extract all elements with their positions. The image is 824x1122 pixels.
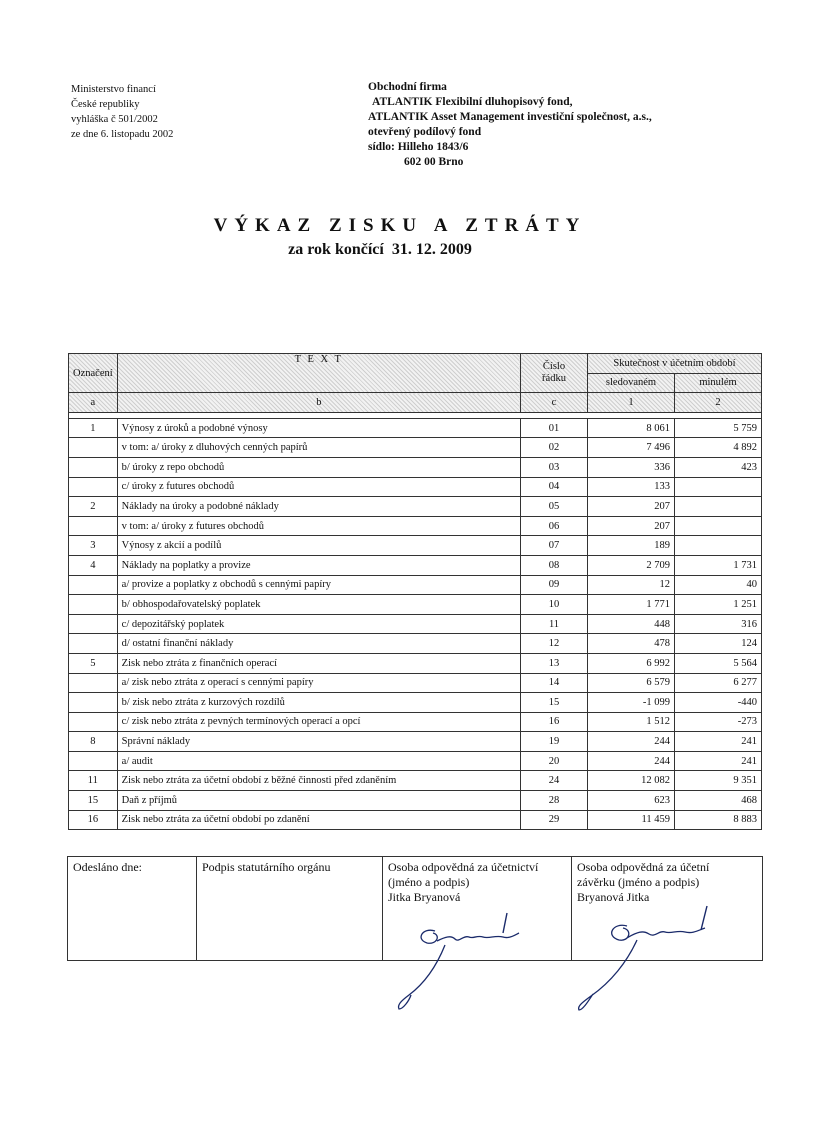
row-number: 20 [521, 751, 588, 771]
company-line: ATLANTIK Flexibilní dluhopisový fond, [372, 96, 573, 108]
row-text: Výnosy z akcií a podílů [117, 536, 520, 556]
row-value-current: -1 099 [588, 693, 675, 713]
row-value-previous [675, 516, 762, 536]
row-value-previous [675, 536, 762, 556]
header-text: T E X T [117, 354, 520, 393]
row-number: 15 [521, 693, 588, 713]
table-row [69, 457, 762, 477]
company-line: Obchodní firma [368, 81, 447, 93]
table-row [69, 575, 762, 595]
report-title: VÝKAZ ZISKU A ZTRÁTY [213, 215, 587, 236]
row-text: c/ úroky z futures obchodů [117, 477, 520, 497]
row-number: 05 [521, 497, 588, 517]
row-number: 07 [521, 536, 588, 556]
table-row [69, 810, 762, 830]
table-row [69, 673, 762, 693]
row-text: b/ obhospodařovatelský poplatek [117, 595, 520, 615]
ministry-line: České republiky [71, 99, 140, 110]
row-mark: 8 [69, 732, 118, 752]
row-text: c/ zisk nebo ztráta z pevných termínových operací a opcí [117, 712, 520, 732]
company-header [368, 80, 652, 170]
row-number: 03 [521, 457, 588, 477]
table-row [69, 516, 762, 536]
row-mark: 3 [69, 536, 118, 556]
row-mark: 16 [69, 810, 118, 830]
row-number: 06 [521, 516, 588, 536]
row-number: 11 [521, 614, 588, 634]
table-row [69, 555, 762, 575]
row-value-previous: 124 [675, 634, 762, 654]
table-row [69, 477, 762, 497]
row-mark [69, 457, 118, 477]
row-number: 16 [521, 712, 588, 732]
row-value-previous [675, 477, 762, 497]
table-body [69, 412, 762, 829]
row-value-current: 6 579 [588, 673, 675, 693]
report-title-block [0, 215, 760, 259]
row-value-previous: 6 277 [675, 673, 762, 693]
row-text: v tom: a/ úroky z dluhových cenných papírů [117, 438, 520, 458]
statement-person-line: závěrku (jméno a podpis) [577, 875, 700, 889]
ministry-line: vyhláška č 501/2002 [71, 114, 158, 125]
row-value-current: 623 [588, 791, 675, 811]
row-text: Výnosy z úroků a podobné výnosy [117, 418, 520, 438]
label-2: 2 [675, 393, 762, 413]
accounting-person-line: Osoba odpovědná za účetnictví [388, 860, 539, 874]
table-row [69, 653, 762, 673]
row-mark [69, 516, 118, 536]
row-number: 13 [521, 653, 588, 673]
header-actual: Skutečnost v účetním období [588, 354, 762, 374]
row-value-current: 478 [588, 634, 675, 654]
table-row [69, 771, 762, 791]
ministry-header [71, 82, 173, 142]
sent-date-cell: Odesláno dne: [68, 857, 197, 961]
row-value-previous: 316 [675, 614, 762, 634]
row-text: a/ audit [117, 751, 520, 771]
row-number: 02 [521, 438, 588, 458]
row-number: 01 [521, 418, 588, 438]
row-number: 04 [521, 477, 588, 497]
row-number: 09 [521, 575, 588, 595]
row-mark [69, 634, 118, 654]
row-value-current: 244 [588, 732, 675, 752]
label-c: c [521, 393, 588, 413]
row-value-previous: 468 [675, 791, 762, 811]
row-text: b/ úroky z repo obchodů [117, 457, 520, 477]
accounting-person-line: (jméno a podpis) [388, 875, 470, 889]
row-value-current: 2 709 [588, 555, 675, 575]
row-mark [69, 693, 118, 713]
row-value-previous: -440 [675, 693, 762, 713]
row-text: v tom: a/ úroky z futures obchodů [117, 516, 520, 536]
header-row-number [521, 354, 588, 393]
table-row [69, 732, 762, 752]
statement-person-line: Osoba odpovědná za účetní [577, 860, 710, 874]
row-text: a/ provize a poplatky z obchodů s cennými papíry [117, 575, 520, 595]
row-number: 12 [521, 634, 588, 654]
accounting-person-line: Jitka Bryanová [388, 890, 461, 904]
row-number: 29 [521, 810, 588, 830]
row-text: Zisk nebo ztráta za účetní období po zdanění [117, 810, 520, 830]
row-value-current: 244 [588, 751, 675, 771]
table-row [69, 693, 762, 713]
report-subtitle [0, 241, 760, 259]
row-value-current: 1 771 [588, 595, 675, 615]
header-mark: Označení [69, 354, 118, 393]
row-mark [69, 712, 118, 732]
header-current: sledovaném [588, 373, 675, 393]
row-value-current: 207 [588, 497, 675, 517]
ministry-line: Ministerstvo financí [71, 84, 156, 95]
row-value-previous: 5 759 [675, 418, 762, 438]
row-mark [69, 614, 118, 634]
row-text: Daň z příjmů [117, 791, 520, 811]
label-b: b [117, 393, 520, 413]
row-mark: 1 [69, 418, 118, 438]
row-number: 14 [521, 673, 588, 693]
company-line: 602 00 Brno [404, 156, 464, 168]
row-mark: 2 [69, 497, 118, 517]
row-value-current: 207 [588, 516, 675, 536]
row-text: b/ zisk nebo ztráta z kurzových rozdílů [117, 693, 520, 713]
row-value-current: 12 [588, 575, 675, 595]
row-value-previous: 8 883 [675, 810, 762, 830]
row-value-current: 189 [588, 536, 675, 556]
header-row-number-l1: Číslo [542, 361, 566, 373]
row-text: c/ depozitářský poplatek [117, 614, 520, 634]
row-mark [69, 438, 118, 458]
statutory-signature-cell: Podpis statutárního orgánu [197, 857, 383, 961]
row-number: 19 [521, 732, 588, 752]
row-value-previous: 40 [675, 575, 762, 595]
ministry-line: ze dne 6. listopadu 2002 [71, 129, 174, 140]
row-text: a/ zisk nebo ztráta z operací s cennými papíry [117, 673, 520, 693]
company-line: sídlo: Hilleho 1843/6 [368, 141, 469, 153]
row-text: Náklady na poplatky a provize [117, 555, 520, 575]
row-mark [69, 673, 118, 693]
row-mark: 11 [69, 771, 118, 791]
row-text: Zisk nebo ztráta z finančních operací [117, 653, 520, 673]
row-value-previous [675, 497, 762, 517]
table-row [69, 751, 762, 771]
income-statement-table [68, 353, 762, 830]
row-value-previous: 241 [675, 732, 762, 752]
report-date: 31. 12. 2009 [391, 241, 472, 258]
row-value-previous: 241 [675, 751, 762, 771]
row-mark: 5 [69, 653, 118, 673]
row-value-previous: 9 351 [675, 771, 762, 791]
signature-statement [565, 900, 725, 1015]
table-row [69, 595, 762, 615]
row-mark [69, 477, 118, 497]
row-value-current: 133 [588, 477, 675, 497]
table-row [69, 712, 762, 732]
row-value-current: 448 [588, 614, 675, 634]
company-line: ATLANTIK Asset Management investiční společnost, a.s., [368, 111, 652, 123]
table-row [69, 497, 762, 517]
table-row [69, 791, 762, 811]
row-value-current: 7 496 [588, 438, 675, 458]
table-row [69, 614, 762, 634]
row-mark: 4 [69, 555, 118, 575]
row-number: 08 [521, 555, 588, 575]
row-mark: 15 [69, 791, 118, 811]
row-number: 24 [521, 771, 588, 791]
row-text: Správní náklady [117, 732, 520, 752]
row-mark [69, 575, 118, 595]
row-mark [69, 751, 118, 771]
label-a: a [69, 393, 118, 413]
signature-accounting [385, 905, 535, 1015]
row-number: 28 [521, 791, 588, 811]
statement-person-line: Bryanová Jitka [577, 890, 650, 904]
company-line: otevřený podílový fond [368, 126, 482, 138]
row-number: 10 [521, 595, 588, 615]
row-text: d/ ostatní finanční náklady [117, 634, 520, 654]
row-value-current: 8 061 [588, 418, 675, 438]
row-text: Náklady na úroky a podobné náklady [117, 497, 520, 517]
row-value-previous: 5 564 [675, 653, 762, 673]
row-value-current: 6 992 [588, 653, 675, 673]
row-value-previous: 1 251 [675, 595, 762, 615]
row-value-current: 1 512 [588, 712, 675, 732]
table-row [69, 418, 762, 438]
row-value-current: 12 082 [588, 771, 675, 791]
row-value-previous: -273 [675, 712, 762, 732]
table-row [69, 438, 762, 458]
row-value-current: 11 459 [588, 810, 675, 830]
row-text: Zisk nebo ztráta za účetní období z běžné činnosti před zdaněním [117, 771, 520, 791]
row-value-current: 336 [588, 457, 675, 477]
subtitle-text: za rok končící [288, 241, 384, 258]
row-value-previous: 1 731 [675, 555, 762, 575]
header-previous: minulém [675, 373, 762, 393]
row-value-previous: 423 [675, 457, 762, 477]
row-value-previous: 4 892 [675, 438, 762, 458]
label-1: 1 [588, 393, 675, 413]
row-mark [69, 595, 118, 615]
table-row [69, 634, 762, 654]
table-row [69, 536, 762, 556]
header-row-number-l2: řádku [542, 373, 566, 385]
